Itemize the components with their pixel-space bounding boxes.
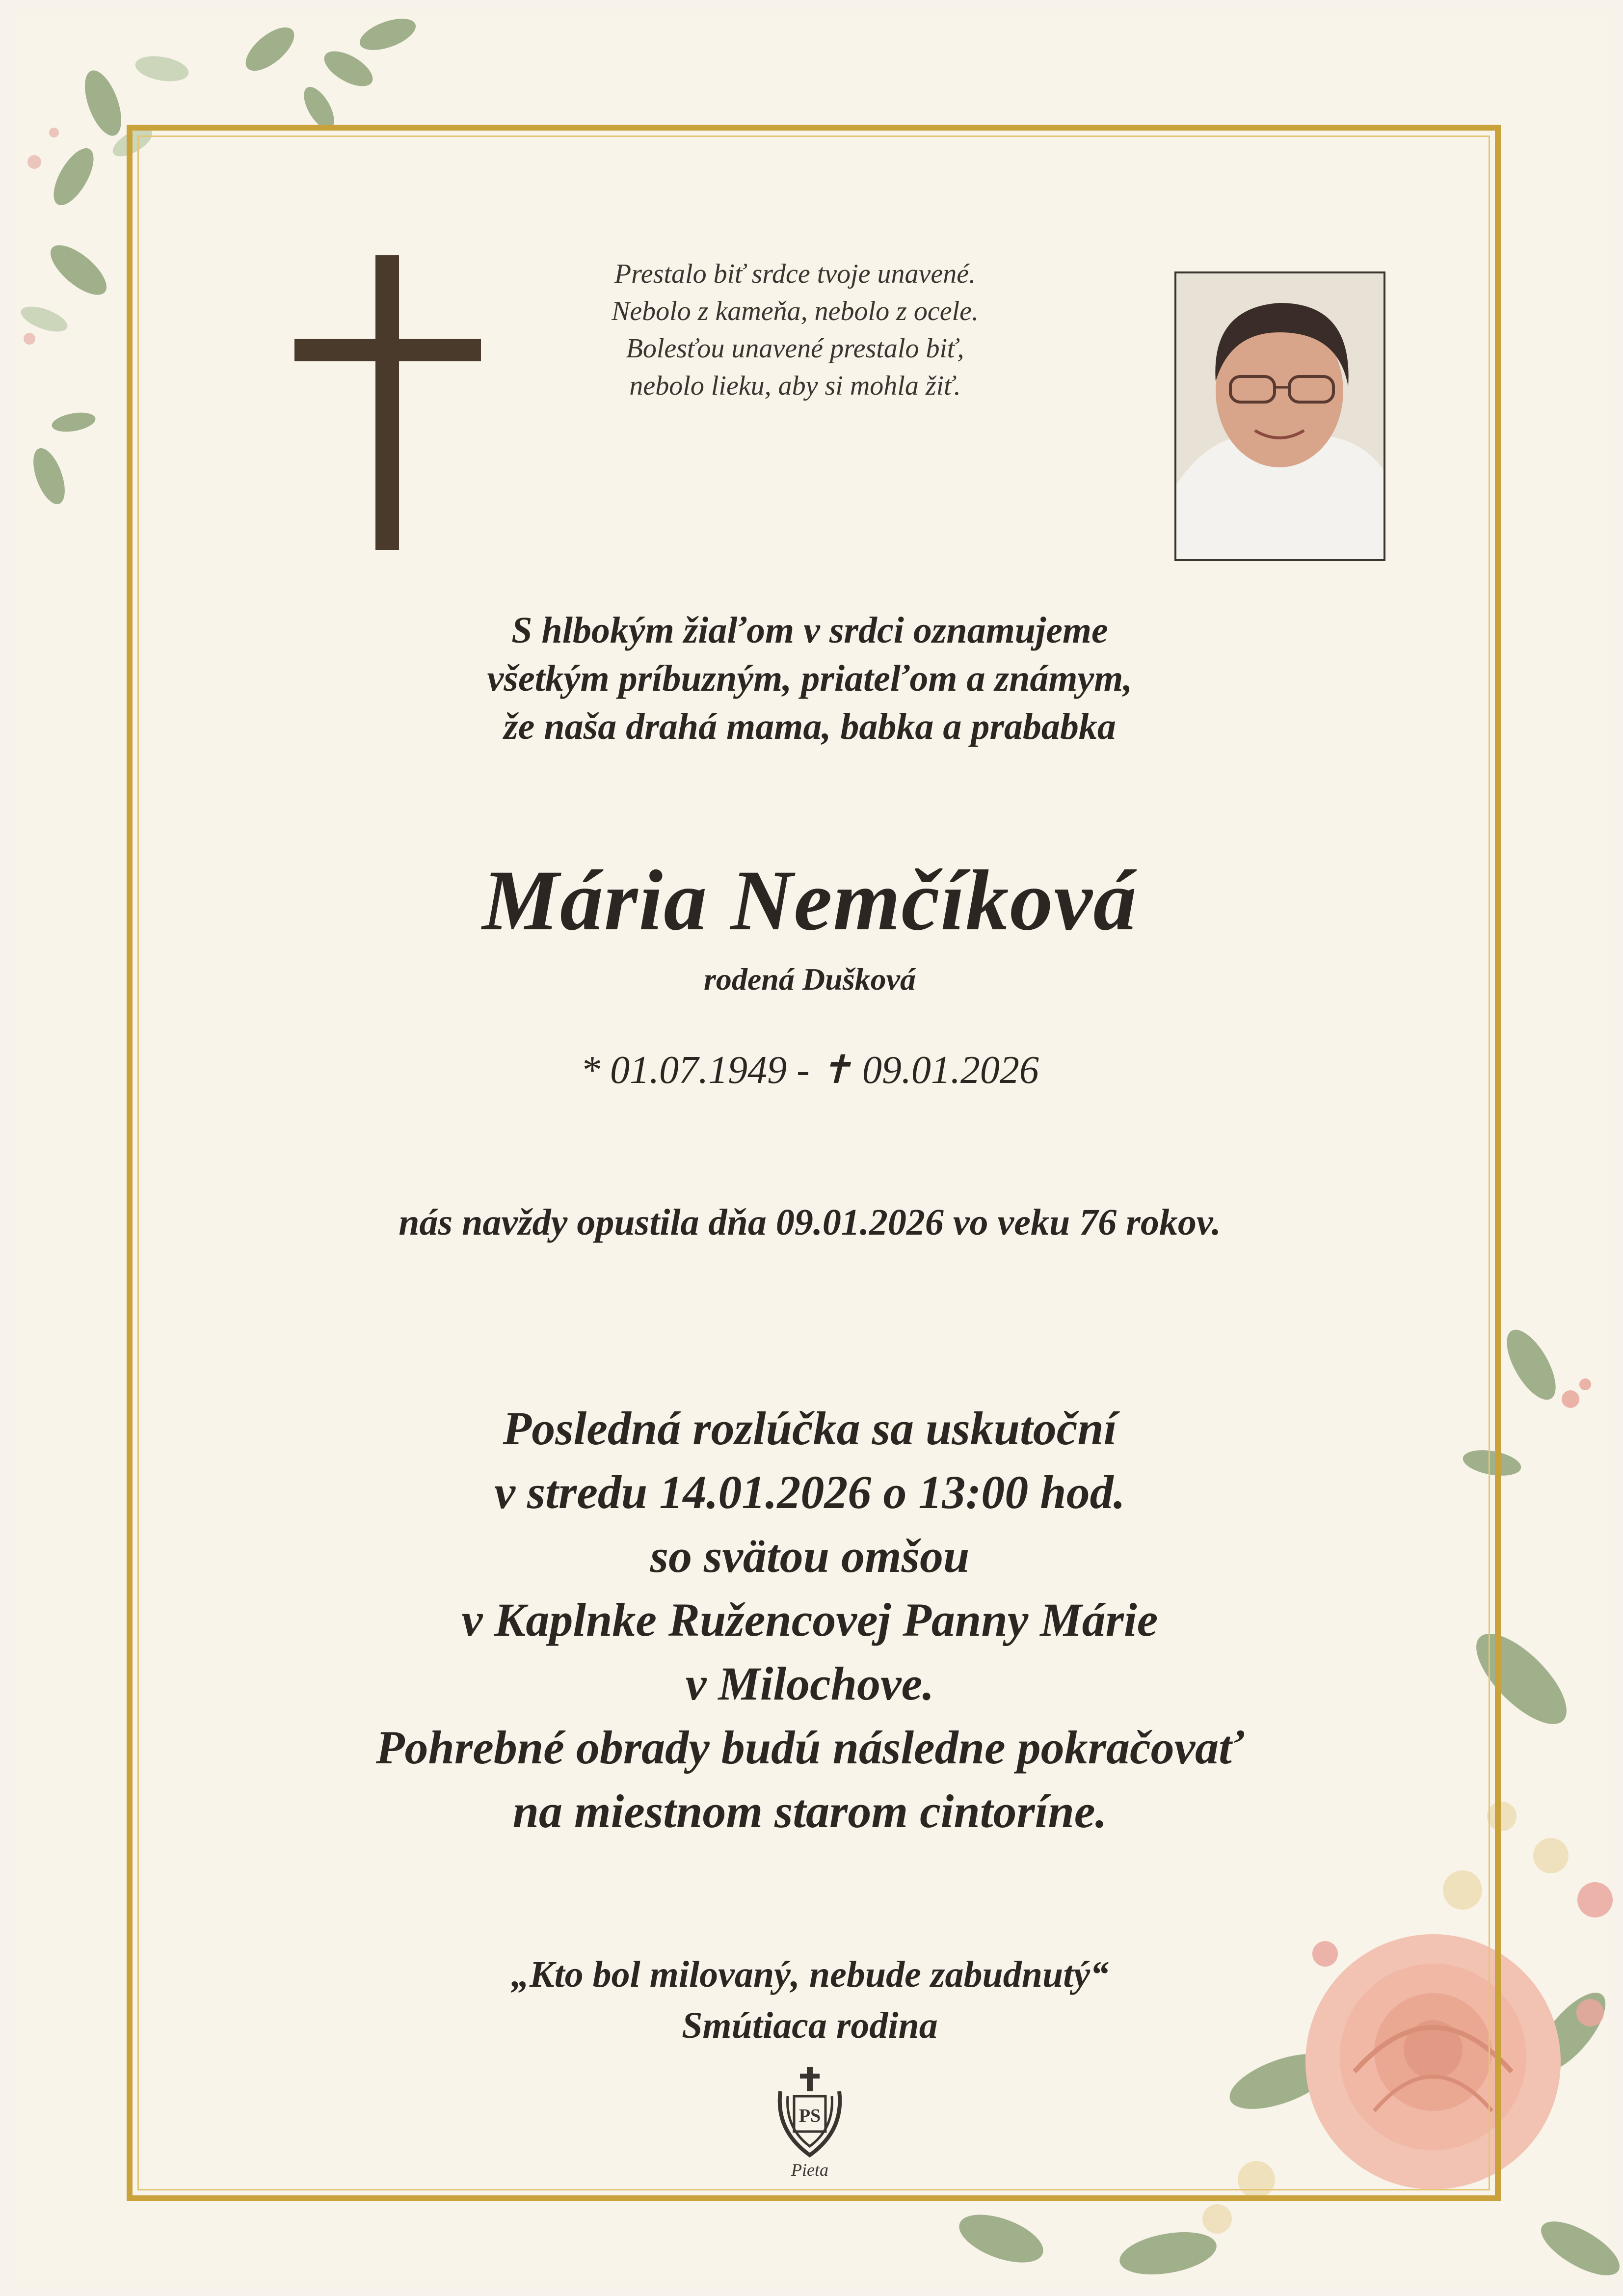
- leaf-icon: [239, 20, 301, 79]
- announcement-line: že naša drahá mama, babka a prababka: [504, 706, 1116, 747]
- leaf-icon: [1117, 2225, 1220, 2281]
- leaf-icon: [27, 444, 71, 509]
- portrait-photo: [1174, 271, 1385, 561]
- closing-signature: Smútiaca rodina: [682, 2005, 938, 2046]
- birth-mark: *: [581, 1049, 601, 1092]
- leaf-icon: [43, 237, 114, 303]
- life-dates: [147, 1046, 1472, 1095]
- birth-date: 01.07.1949: [610, 1049, 787, 1092]
- leaf-icon: [1533, 2211, 1623, 2286]
- blossom-icon: [1202, 2204, 1232, 2234]
- date-separator: -: [797, 1049, 810, 1092]
- ceremony-line: Pohrebné obrady budú následne pokračovať: [375, 1721, 1244, 1774]
- closing: [147, 1949, 1472, 2051]
- leaf-icon: [78, 66, 129, 140]
- portrait-image: [1176, 273, 1384, 559]
- deceased-name: Mária Nemčíková: [482, 853, 1138, 948]
- leaf-icon: [356, 15, 420, 56]
- ceremony-line: Posledná rozlúčka sa uskutoční: [503, 1402, 1117, 1455]
- ceremony-line: na miestnom starom cintoríne.: [512, 1785, 1107, 1837]
- announcement-line: S hlbokým žiaľom v srdci oznamujeme: [511, 610, 1108, 651]
- ceremony-line: v Milochove.: [685, 1657, 934, 1710]
- logo-name: Pieta: [791, 2160, 828, 2180]
- death-cross-icon: ✝: [819, 1049, 852, 1092]
- passing-statement: nás navždy opustila dňa 09.01.2026 vo veku 76 rokov.: [399, 1202, 1221, 1243]
- death-date: 09.01.2026: [862, 1049, 1039, 1092]
- blossom-icon: [1533, 1838, 1569, 1873]
- ceremony-line: v stredu 14.01.2026 o 13:00 hod.: [494, 1466, 1125, 1518]
- ceremony-line: so svätou omšou: [650, 1530, 970, 1582]
- announcement: [147, 606, 1472, 751]
- leaf-icon: [46, 142, 101, 212]
- poem-line: Prestalo biť srdce tvoje unavené.: [614, 259, 976, 289]
- poem: [501, 255, 1090, 405]
- pieta-logo-icon: [766, 2062, 854, 2185]
- leaf-icon: [953, 2205, 1050, 2272]
- ceremony-line: v Kaplnke Ružencovej Panny Márie: [461, 1594, 1158, 1646]
- maiden-name: rodená Dušková: [703, 962, 916, 997]
- leaf-icon: [51, 409, 97, 434]
- poem-line: Bolesťou unavené prestalo biť,: [626, 333, 964, 364]
- leaf-icon: [1497, 1323, 1566, 1407]
- ceremony-info: [147, 1397, 1472, 1843]
- logo-monogram: PS: [798, 2106, 821, 2126]
- announcement-line: všetkým príbuzným, priateľom a známym,: [487, 658, 1133, 699]
- cross-icon: [294, 255, 481, 550]
- leaf-icon: [319, 44, 378, 93]
- closing-quote: „Kto bol milovaný, nebude zabudnutý“: [510, 1954, 1109, 1995]
- poem-line: nebolo lieku, aby si mohla žiť.: [629, 371, 961, 401]
- poem-line: Nebolo z kameňa, nebolo z ocele.: [611, 296, 979, 326]
